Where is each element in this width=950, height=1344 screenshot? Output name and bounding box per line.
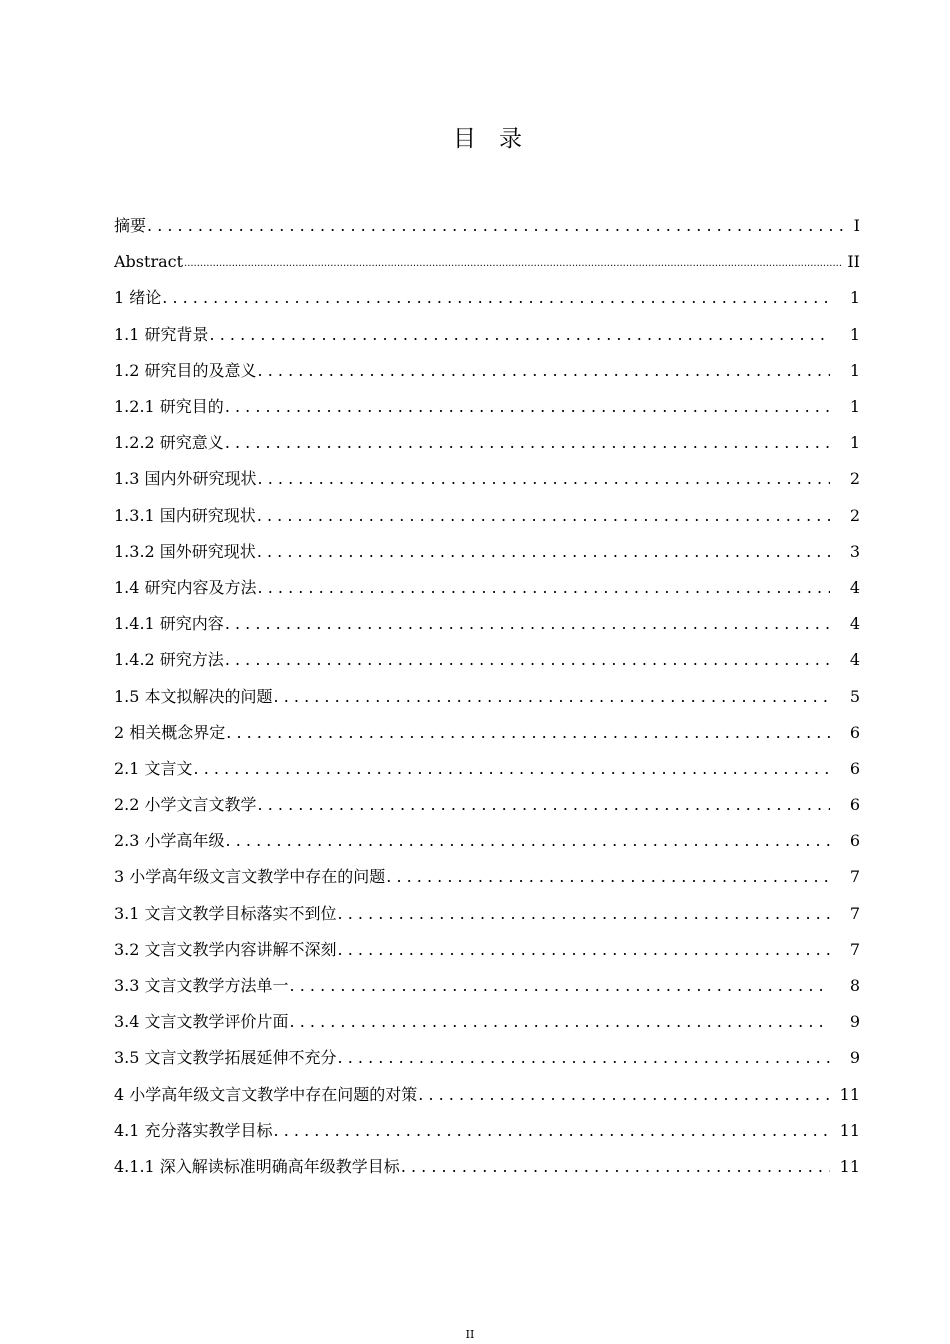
toc-leader-dots [418, 1085, 830, 1105]
toc-entry-page: 1 [849, 397, 860, 417]
toc-entry[interactable] [114, 787, 860, 823]
toc-leader-dots [257, 506, 830, 526]
toc-entry[interactable] [114, 1113, 860, 1149]
toc-leader-dots [147, 216, 844, 236]
toc-leader-dots [194, 759, 830, 779]
toc-leader-dots [210, 325, 830, 345]
toc-leader-dots [257, 542, 830, 562]
toc-leader-dots [290, 976, 830, 996]
toc-leader-dots [338, 904, 830, 924]
toc-leader-dots [290, 1012, 830, 1032]
toc-entry-page: 9 [849, 1012, 860, 1032]
toc-entry[interactable] [114, 715, 860, 751]
toc-entry[interactable] [114, 1040, 860, 1076]
toc-entry-label: 1.4.1 研究内容 [114, 614, 224, 634]
toc-entry-label: 3.1 文言文教学目标落实不到位 [114, 903, 337, 923]
toc-entry-page: 4 [849, 577, 860, 597]
toc-entry[interactable] [114, 1004, 860, 1040]
toc-entry-label: 3 小学高年级文言文教学中存在的问题 [114, 867, 386, 887]
toc-entry-page: 1 [849, 324, 860, 344]
toc-entry[interactable] [114, 1077, 860, 1113]
toc-entry-label: 1.2.1 研究目的 [114, 397, 224, 417]
toc-entry[interactable] [114, 642, 860, 678]
toc-leader-dots [258, 795, 830, 815]
toc-leader-dots [226, 831, 830, 851]
toc-leader-dots [338, 1048, 830, 1068]
toc-leader-dots [258, 469, 830, 489]
toc-entry-label: 3.3 文言文教学方法单一 [114, 976, 289, 996]
toc-entry[interactable] [114, 570, 860, 606]
toc-entry[interactable] [114, 317, 860, 353]
toc-entry-label: 1.1 研究背景 [114, 324, 209, 344]
toc-entry-label: 1.2 研究目的及意义 [114, 360, 257, 380]
toc-leader-dots [226, 723, 830, 743]
toc-entry-page: 1 [849, 360, 860, 380]
toc-entry-label: 1 绪论 [114, 288, 162, 308]
toc-entry-page: 11 [839, 1084, 860, 1104]
page-number: II [465, 1328, 475, 1341]
toc-leader-dots [338, 940, 830, 960]
toc-entry[interactable] [114, 534, 860, 570]
toc-entry[interactable] [114, 244, 860, 280]
toc-entry-label: 1.4 研究内容及方法 [114, 577, 257, 597]
toc-entry[interactable] [114, 606, 860, 642]
toc-entry-page: 8 [849, 976, 860, 996]
toc-entry[interactable] [114, 280, 860, 316]
toc-entry-page: 9 [849, 1048, 860, 1068]
toc-entry-label: 1.2.2 研究意义 [114, 433, 224, 453]
toc-entry[interactable] [114, 389, 860, 425]
toc-entry[interactable] [114, 859, 860, 895]
toc-entry-label: 2.2 小学文言文教学 [114, 795, 257, 815]
toc-entry-label: 4 小学高年级文言文教学中存在问题的对策 [114, 1084, 418, 1104]
toc-entry-page: 1 [849, 433, 860, 453]
toc-entry-page: 6 [849, 758, 860, 778]
toc-entry-label: 4.1 充分落实教学目标 [114, 1120, 273, 1140]
toc-entry-page: 7 [849, 903, 860, 923]
toc-list [114, 208, 860, 1185]
toc-entry[interactable] [114, 751, 860, 787]
toc-entry-label: 2 相关概念界定 [114, 722, 226, 742]
toc-leader-dots [274, 687, 830, 707]
toc-entry-page: 11 [839, 1156, 860, 1176]
toc-entry-label: 摘要 [114, 216, 147, 236]
toc-leader-dots [274, 1121, 830, 1141]
toc-entry[interactable] [114, 678, 860, 714]
toc-entry-page: 3 [849, 541, 860, 561]
toc-entry-page: 1 [849, 288, 860, 308]
toc-entry[interactable] [114, 208, 860, 244]
toc-entry-label: 1.4.2 研究方法 [114, 650, 224, 670]
toc-entry-page: 4 [849, 614, 860, 634]
toc-entry-label: Abstract [114, 252, 184, 272]
toc-entry-page: 7 [849, 939, 860, 959]
toc-leader-dots [225, 433, 830, 453]
toc-leader-dots [401, 1157, 830, 1177]
toc-entry-page: I [853, 216, 860, 236]
toc-entry[interactable] [114, 461, 860, 497]
toc-entry-page: II [847, 252, 860, 272]
toc-entry-label: 1.5 本文拟解决的问题 [114, 686, 273, 706]
toc-entry-label: 4.1.1 深入解读标准明确高年级教学目标 [114, 1156, 400, 1176]
toc-entry-page: 2 [849, 505, 860, 525]
toc-leader-dots [184, 251, 841, 274]
toc-entry[interactable] [114, 896, 860, 932]
toc-leader-dots [386, 867, 830, 887]
toc-entry-label: 2.1 文言文 [114, 758, 193, 778]
toc-entry[interactable] [114, 1149, 860, 1185]
toc-leader-dots [225, 614, 830, 634]
toc-entry-page: 6 [849, 831, 860, 851]
toc-leader-dots [225, 650, 830, 670]
toc-entry-page: 4 [849, 650, 860, 670]
toc-leader-dots [225, 397, 830, 417]
toc-leader-dots [258, 361, 830, 381]
toc-entry[interactable] [114, 353, 860, 389]
toc-entry-label: 3.5 文言文教学拓展延伸不充分 [114, 1048, 337, 1068]
toc-leader-dots [162, 288, 830, 308]
toc-entry-label: 3.2 文言文教学内容讲解不深刻 [114, 939, 337, 959]
toc-entry-page: 5 [849, 686, 860, 706]
toc-entry-label: 1.3.2 国外研究现状 [114, 541, 256, 561]
toc-entry-label: 1.3.1 国内研究现状 [114, 505, 256, 525]
toc-entry-label: 3.4 文言文教学评价片面 [114, 1012, 289, 1032]
toc-entry-page: 2 [849, 469, 860, 489]
toc-entry-page: 11 [839, 1120, 860, 1140]
toc-entry[interactable] [114, 425, 860, 461]
toc-entry[interactable] [114, 932, 860, 968]
toc-leader-dots [258, 578, 830, 598]
toc-title: 目 录 [453, 126, 522, 152]
toc-entry-label: 2.3 小学高年级 [114, 831, 225, 851]
toc-entry-page: 6 [849, 795, 860, 815]
toc-entry[interactable] [114, 968, 860, 1004]
toc-entry-page: 7 [849, 867, 860, 887]
toc-entry-page: 6 [849, 722, 860, 742]
toc-entry[interactable] [114, 823, 860, 859]
toc-entry[interactable] [114, 498, 860, 534]
toc-entry-label: 1.3 国内外研究现状 [114, 469, 257, 489]
